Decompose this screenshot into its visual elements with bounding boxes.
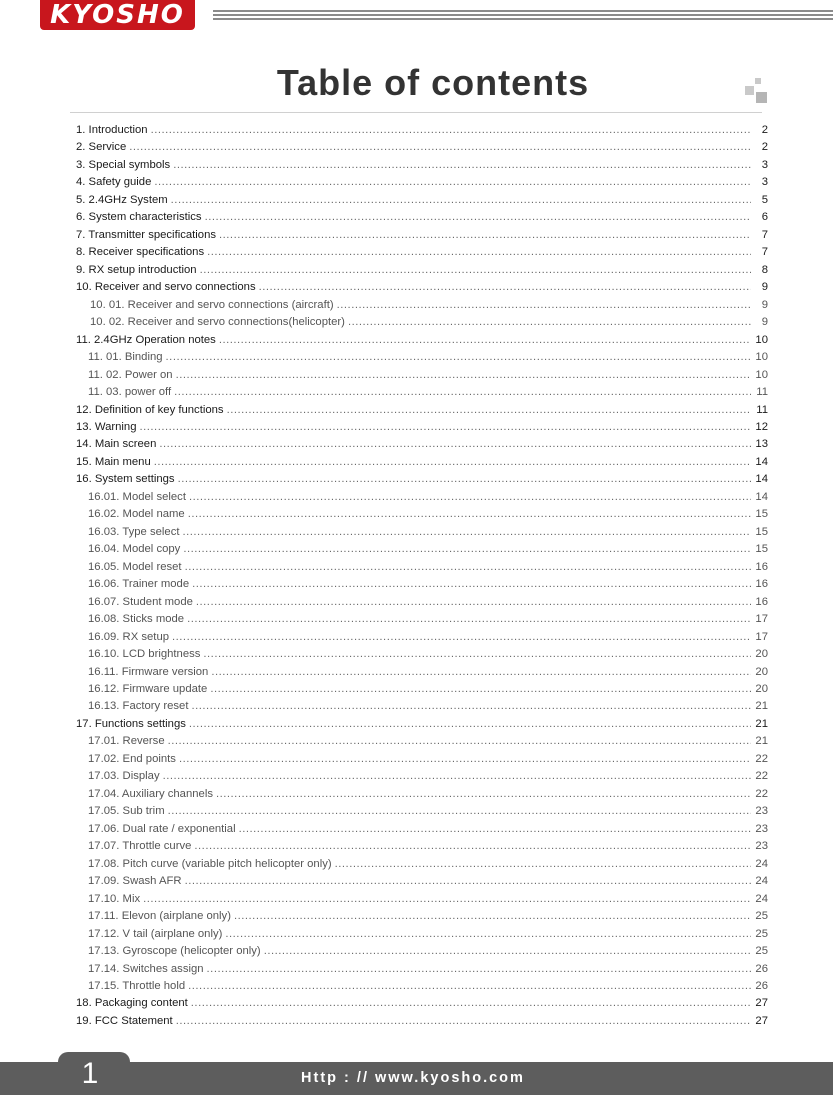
toc-leader-dots bbox=[154, 174, 751, 191]
toc-leader-dots bbox=[140, 419, 752, 436]
toc-entry-label: 17.10. Mix bbox=[88, 892, 141, 905]
toc-entry[interactable] bbox=[76, 419, 768, 436]
toc-leader-dots bbox=[179, 751, 751, 768]
toc-leader-dots bbox=[185, 873, 751, 890]
toc-leader-dots bbox=[225, 926, 751, 943]
footer-bar bbox=[0, 1057, 833, 1095]
toc-entry-page: 2 bbox=[761, 141, 768, 154]
toc-entry[interactable] bbox=[76, 367, 768, 384]
toc-entry[interactable] bbox=[76, 262, 768, 279]
toc-entry[interactable] bbox=[76, 646, 768, 663]
toc-entry[interactable] bbox=[76, 192, 768, 209]
toc-entry-page: 2 bbox=[761, 124, 768, 136]
toc-leader-dots bbox=[239, 821, 751, 838]
toc-entry-page: 21 bbox=[755, 717, 768, 730]
toc-entry[interactable] bbox=[76, 786, 768, 803]
toc-entry-page: 13 bbox=[755, 438, 768, 451]
toc-entry[interactable] bbox=[76, 506, 768, 523]
toc-entry[interactable] bbox=[76, 139, 768, 156]
toc-entry-label: 18. Packaging content bbox=[76, 997, 188, 1010]
toc-entry-page: 22 bbox=[755, 787, 768, 800]
toc-leader-dots bbox=[207, 244, 751, 261]
toc-leader-dots bbox=[176, 1013, 751, 1030]
toc-entry[interactable] bbox=[76, 611, 768, 628]
toc-entry-page: 3 bbox=[761, 176, 768, 189]
toc-entry-label: 2. Service bbox=[76, 141, 127, 154]
toc-entry[interactable] bbox=[76, 314, 768, 331]
toc-leader-dots bbox=[219, 332, 751, 349]
toc-leader-dots bbox=[154, 454, 751, 471]
toc-entry-page: 20 bbox=[755, 665, 768, 678]
toc-entry[interactable] bbox=[76, 716, 768, 733]
toc-entry-page: 9 bbox=[761, 281, 768, 294]
toc-entry-label: 17.13. Gyroscope (helicopter only) bbox=[88, 945, 261, 958]
toc-entry[interactable] bbox=[76, 926, 768, 943]
toc-entry[interactable] bbox=[76, 768, 768, 785]
toc-entry[interactable] bbox=[76, 402, 768, 419]
toc-entry-page: 21 bbox=[755, 735, 768, 748]
toc-leader-dots bbox=[259, 279, 751, 296]
toc-entry-label: 16.01. Model select bbox=[88, 490, 186, 503]
toc-entry-page: 25 bbox=[755, 910, 768, 923]
toc-entry-page: 12 bbox=[755, 420, 768, 433]
toc-leader-dots bbox=[168, 733, 751, 750]
toc-entry[interactable] bbox=[76, 576, 768, 593]
toc-leader-dots bbox=[189, 489, 751, 506]
toc-entry-label: 17.06. Dual rate / exponential bbox=[88, 822, 236, 835]
toc-entry-label: 16.09. RX setup bbox=[88, 630, 170, 643]
toc-entry-label: 16.03. Type select bbox=[88, 525, 180, 538]
toc-entry-page: 22 bbox=[755, 770, 768, 783]
toc-entry-page: 16 bbox=[755, 560, 768, 573]
toc-entry[interactable] bbox=[76, 174, 768, 191]
page-number: 1 bbox=[81, 1057, 99, 1090]
toc-entry-label: 16.10. LCD brightness bbox=[88, 648, 201, 661]
toc-entry-label: 12. Definition of key functions bbox=[76, 403, 224, 416]
toc-entry-page: 20 bbox=[755, 683, 768, 695]
toc-entry-label: 14. Main screen bbox=[76, 438, 157, 451]
toc-leader-dots bbox=[151, 122, 751, 139]
kyosho-logo: KYOSHO bbox=[40, 0, 195, 30]
toc-entry[interactable] bbox=[76, 698, 768, 715]
toc-entry-page: 26 bbox=[755, 962, 768, 975]
toc-entry-page: 23 bbox=[755, 822, 768, 835]
toc-leader-dots bbox=[178, 471, 751, 488]
toc-entry-label: 16.07. Student mode bbox=[88, 595, 193, 608]
toc-leader-dots bbox=[219, 227, 751, 244]
toc-entry-label: 6. System characteristics bbox=[76, 211, 202, 224]
toc-leader-dots bbox=[335, 856, 751, 873]
toc-entry-page: 21 bbox=[755, 700, 768, 713]
toc-entry[interactable] bbox=[76, 995, 768, 1012]
toc-entry[interactable] bbox=[76, 961, 768, 978]
toc-leader-dots bbox=[264, 943, 751, 960]
toc-entry[interactable] bbox=[76, 751, 768, 768]
toc-leader-dots bbox=[210, 681, 751, 698]
toc-entry-label: 5. 2.4GHz System bbox=[76, 193, 168, 206]
toc-entry[interactable] bbox=[76, 454, 768, 471]
toc-entry-label: 16.11. Firmware version bbox=[88, 665, 209, 678]
toc-entry[interactable] bbox=[76, 227, 768, 244]
toc-entry-label: 8. Receiver specifications bbox=[76, 246, 205, 259]
toc-entry[interactable] bbox=[76, 821, 768, 838]
toc-entry[interactable] bbox=[76, 489, 768, 506]
toc-leader-dots bbox=[200, 262, 751, 279]
toc-entry[interactable] bbox=[76, 122, 768, 139]
toc-entry-label: 17.09. Swash AFR bbox=[88, 875, 182, 888]
toc-leader-dots bbox=[168, 803, 751, 820]
toc-leader-dots bbox=[337, 297, 751, 314]
toc-entry[interactable] bbox=[76, 664, 768, 681]
header-rule bbox=[213, 10, 833, 22]
toc-entry[interactable] bbox=[76, 943, 768, 960]
toc-entry-label: 16.06. Trainer mode bbox=[88, 578, 190, 591]
toc-entry-label: 11. 02. Power on bbox=[88, 368, 173, 381]
toc-entry-label: 17.11. Elevon (airplane only) bbox=[88, 910, 231, 923]
toc-leader-dots bbox=[172, 629, 751, 646]
toc-entry-page: 15 bbox=[755, 525, 768, 538]
toc-entry-page: 3 bbox=[761, 158, 768, 171]
toc-entry-label: 17.01. Reverse bbox=[88, 735, 165, 748]
toc-entry-label: 17.05. Sub trim bbox=[88, 805, 165, 818]
toc-entry-label: 7. Transmitter specifications bbox=[76, 228, 217, 241]
toc-leader-dots bbox=[203, 646, 751, 663]
toc-entry-page: 10 bbox=[755, 351, 768, 364]
toc-entry-label: 10. 01. Receiver and servo connections (aircraft) bbox=[90, 298, 334, 311]
toc-entry-page: 10 bbox=[755, 368, 768, 381]
toc-entry-label: 16.13. Factory reset bbox=[88, 700, 189, 713]
toc-entry[interactable] bbox=[76, 297, 768, 314]
toc-entry-page: 14 bbox=[755, 490, 768, 503]
toc-leader-dots bbox=[174, 384, 751, 401]
toc-entry-label: 17.08. Pitch curve (variable pitch helicopter only) bbox=[88, 857, 332, 870]
toc-entry-page: 5 bbox=[761, 193, 768, 206]
toc-entry-page: 8 bbox=[761, 263, 768, 276]
toc-leader-dots bbox=[211, 664, 751, 681]
toc-leader-dots bbox=[143, 891, 751, 908]
toc-entry-page: 17 bbox=[755, 613, 768, 626]
toc-entry[interactable] bbox=[76, 332, 768, 349]
corner-squares-decoration bbox=[745, 78, 767, 104]
toc-entry-label: 16.12. Firmware update bbox=[88, 683, 208, 695]
toc-leader-dots bbox=[183, 541, 751, 558]
toc-leader-dots bbox=[187, 611, 751, 628]
toc-entry-page: 7 bbox=[761, 246, 768, 259]
table-of-contents bbox=[76, 122, 768, 1030]
toc-leader-dots bbox=[194, 838, 751, 855]
toc-entry[interactable] bbox=[76, 856, 768, 873]
toc-entry-label: 17.14. Switches assign bbox=[88, 962, 204, 975]
toc-entry-label: 17.03. Display bbox=[88, 770, 160, 783]
toc-entry[interactable] bbox=[76, 244, 768, 261]
toc-entry-page: 23 bbox=[755, 840, 768, 853]
toc-entry[interactable] bbox=[76, 838, 768, 855]
toc-entry-label: 17.12. V tail (airplane only) bbox=[88, 927, 223, 940]
toc-entry-page: 25 bbox=[755, 945, 768, 958]
toc-entry-label: 16.05. Model reset bbox=[88, 560, 182, 573]
toc-entry-label: 17. Functions settings bbox=[76, 717, 186, 730]
toc-entry-page: 23 bbox=[755, 805, 768, 818]
toc-entry-label: 9. RX setup introduction bbox=[76, 263, 197, 276]
title-divider bbox=[70, 112, 762, 113]
toc-entry[interactable] bbox=[76, 594, 768, 611]
toc-entry-label: 13. Warning bbox=[76, 420, 137, 433]
toc-leader-dots bbox=[188, 506, 751, 523]
toc-entry[interactable] bbox=[76, 541, 768, 558]
toc-entry-page: 20 bbox=[755, 648, 768, 661]
toc-leader-dots bbox=[166, 349, 751, 366]
toc-entry-page: 24 bbox=[755, 892, 768, 905]
toc-entry-label: 10. Receiver and servo connections bbox=[76, 281, 256, 294]
toc-entry[interactable] bbox=[76, 873, 768, 890]
toc-entry-page: 11 bbox=[756, 386, 768, 399]
footer-url[interactable]: Http : // www.kyosho.com bbox=[301, 1070, 525, 1086]
toc-entry-page: 16 bbox=[755, 595, 768, 608]
toc-entry[interactable] bbox=[76, 559, 768, 576]
toc-entry[interactable] bbox=[76, 384, 768, 401]
toc-entry-page: 14 bbox=[755, 455, 768, 468]
toc-leader-dots bbox=[188, 978, 751, 995]
toc-entry-page: 9 bbox=[761, 316, 768, 329]
toc-leader-dots bbox=[227, 402, 751, 419]
toc-entry-page: 10 bbox=[755, 333, 768, 346]
toc-entry-page: 25 bbox=[755, 927, 768, 940]
toc-leader-dots bbox=[216, 786, 751, 803]
toc-entry-label: 11. 03. power off bbox=[88, 386, 172, 399]
toc-leader-dots bbox=[191, 995, 751, 1012]
toc-entry-label: 1. Introduction bbox=[76, 124, 148, 136]
toc-entry[interactable] bbox=[76, 978, 768, 995]
toc-entry-page: 11 bbox=[756, 403, 768, 416]
toc-entry-label: 19. FCC Statement bbox=[76, 1014, 173, 1027]
toc-leader-dots bbox=[196, 594, 751, 611]
toc-entry[interactable] bbox=[76, 629, 768, 646]
toc-entry[interactable] bbox=[76, 803, 768, 820]
toc-entry-page: 15 bbox=[755, 543, 768, 556]
toc-leader-dots bbox=[129, 139, 751, 156]
toc-entry[interactable] bbox=[76, 524, 768, 541]
toc-entry-page: 24 bbox=[755, 875, 768, 888]
toc-leader-dots bbox=[348, 314, 751, 331]
toc-entry-label: 10. 02. Receiver and servo connections(helicopter) bbox=[90, 316, 345, 329]
toc-entry-page: 16 bbox=[755, 578, 768, 591]
toc-entry-label: 16.04. Model copy bbox=[88, 543, 181, 556]
toc-entry-label: 4. Safety guide bbox=[76, 176, 152, 189]
toc-entry-page: 26 bbox=[755, 979, 768, 992]
toc-entry-label: 15. Main menu bbox=[76, 455, 151, 468]
toc-leader-dots bbox=[185, 559, 751, 576]
toc-entry[interactable] bbox=[76, 733, 768, 750]
toc-entry-page: 9 bbox=[761, 298, 768, 311]
toc-entry[interactable] bbox=[76, 908, 768, 925]
toc-entry-page: 6 bbox=[761, 211, 768, 224]
toc-entry-label: 17.07. Throttle curve bbox=[88, 840, 192, 853]
toc-leader-dots bbox=[182, 524, 751, 541]
toc-leader-dots bbox=[163, 768, 751, 785]
toc-entry-page: 17 bbox=[755, 630, 768, 643]
toc-entry[interactable] bbox=[76, 681, 768, 698]
toc-entry-page: 24 bbox=[755, 857, 768, 870]
toc-leader-dots bbox=[234, 908, 751, 925]
toc-entry-page: 22 bbox=[755, 752, 768, 765]
toc-entry[interactable] bbox=[76, 209, 768, 226]
toc-entry-label: 16.02. Model name bbox=[88, 508, 185, 521]
toc-entry-page: 27 bbox=[755, 997, 768, 1010]
toc-entry-label: 17.02. End points bbox=[88, 752, 176, 765]
toc-entry-label: 11. 01. Binding bbox=[88, 351, 163, 364]
toc-entry-label: 17.15. Throttle hold bbox=[88, 979, 186, 992]
toc-entry-label: 16. System settings bbox=[76, 473, 175, 486]
toc-entry-page: 14 bbox=[755, 473, 768, 486]
toc-entry[interactable] bbox=[76, 349, 768, 366]
toc-entry-page: 15 bbox=[755, 508, 768, 521]
toc-leader-dots bbox=[189, 716, 751, 733]
toc-entry-page: 7 bbox=[761, 228, 768, 241]
toc-entry[interactable] bbox=[76, 1013, 768, 1030]
toc-leader-dots bbox=[207, 961, 751, 978]
toc-entry[interactable] bbox=[76, 157, 768, 174]
page-title: Table of contents bbox=[276, 62, 590, 103]
toc-entry[interactable] bbox=[76, 436, 768, 453]
toc-leader-dots bbox=[173, 157, 751, 174]
toc-entry[interactable] bbox=[76, 279, 768, 296]
toc-leader-dots bbox=[159, 436, 751, 453]
toc-leader-dots bbox=[205, 209, 751, 226]
toc-leader-dots bbox=[192, 576, 751, 593]
toc-leader-dots bbox=[191, 698, 751, 715]
toc-entry-label: 3. Special symbols bbox=[76, 158, 171, 171]
toc-entry-label: 17.04. Auxiliary channels bbox=[88, 787, 213, 800]
toc-leader-dots bbox=[171, 192, 751, 209]
toc-leader-dots bbox=[176, 367, 751, 384]
toc-entry-label: 11. 2.4GHz Operation notes bbox=[76, 333, 216, 346]
toc-entry-page: 27 bbox=[755, 1014, 768, 1027]
toc-entry-label: 16.08. Sticks mode bbox=[88, 613, 185, 626]
toc-entry[interactable] bbox=[76, 891, 768, 908]
toc-entry[interactable] bbox=[76, 471, 768, 488]
